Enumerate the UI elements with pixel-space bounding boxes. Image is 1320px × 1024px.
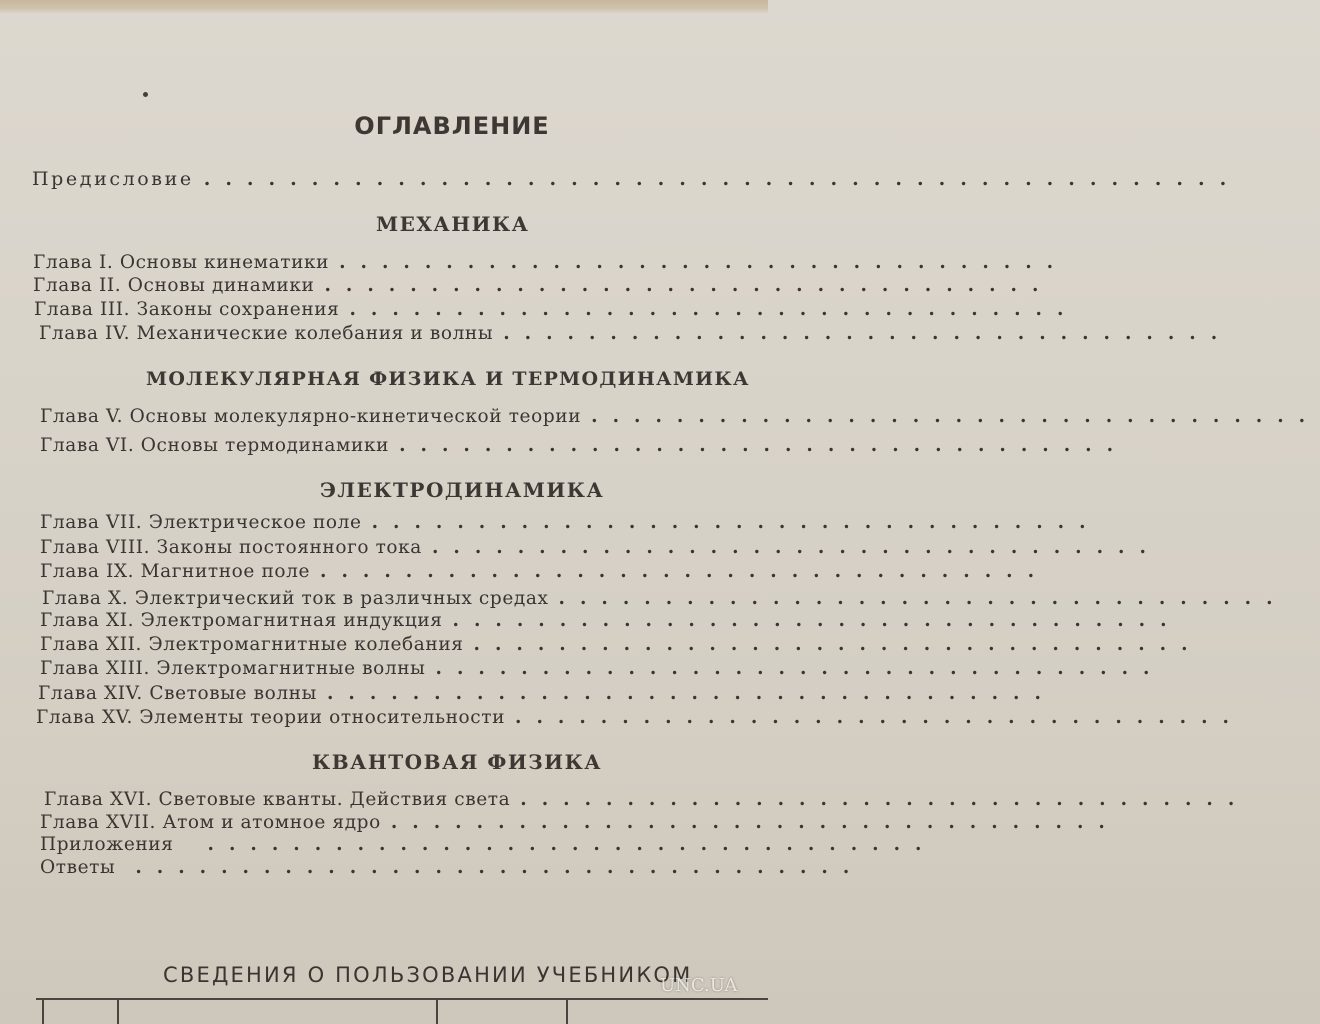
chapter-title: Глава II. Основы динамики xyxy=(33,275,315,296)
dot-leader: .................................. xyxy=(452,610,1182,631)
chapter-title: Глава XIV. Световые волны xyxy=(38,683,317,704)
toc-entry-chapter[interactable] xyxy=(40,406,1320,428)
chapter-title: Глава VI. Основы термодинамики xyxy=(40,435,390,456)
table-column-line xyxy=(566,1000,568,1024)
dot-leader: .................................. xyxy=(320,561,1050,582)
chapter-title: Глава VIII. Законы постоянного тока xyxy=(40,537,422,558)
toc-entry-chapter[interactable] xyxy=(40,561,1050,583)
section-heading-mechanics: МЕХАНИКА xyxy=(376,212,530,236)
dot-leader: .................................. xyxy=(520,789,1250,810)
chapter-title: Глава IX. Магнитное поле xyxy=(40,561,311,582)
table-top-rule xyxy=(36,998,768,1000)
chapter-title: Глава I. Основы кинематики xyxy=(33,252,330,273)
section-heading-molecular: МОЛЕКУЛЯРНАЯ ФИЗИКА И ТЕРМОДИНАМИКА xyxy=(146,368,750,390)
dot-leader: .................................. xyxy=(326,683,1056,704)
dot-leader: .................................. xyxy=(339,252,1069,273)
toc-entry-appendix[interactable] xyxy=(40,834,937,856)
table-column-line xyxy=(42,1000,44,1024)
chapter-title: Глава XV. Элементы теории относительности xyxy=(36,707,506,728)
dot-leader: .................................. xyxy=(390,812,1120,833)
toc-entry-chapter[interactable] xyxy=(36,707,1244,729)
dot-leader: .................................. xyxy=(435,658,1165,679)
table-column-line xyxy=(117,1000,119,1024)
dot-leader: .................................. xyxy=(324,275,1054,296)
usage-info-heading: СВЕДЕНИЯ О ПОЛЬЗОВАНИИ УЧЕБНИКОМ xyxy=(163,963,693,987)
toc-entry-chapter[interactable] xyxy=(38,683,1056,705)
chapter-title: Глава VII. Электрическое поле xyxy=(40,512,362,533)
toc-entry-answers[interactable] xyxy=(40,857,865,879)
dot-leader: .................................. xyxy=(473,634,1203,655)
dot-leader: .................................. xyxy=(591,406,1320,427)
toc-entry-chapter[interactable] xyxy=(42,588,1288,610)
dot-leader: .................................. xyxy=(349,299,1079,320)
toc-entry-chapter[interactable] xyxy=(40,435,1129,457)
toc-entry-chapter[interactable] xyxy=(33,252,1069,274)
answers-label: Ответы xyxy=(40,857,116,878)
chapter-title: Глава XIII. Электромагнитные волны xyxy=(40,658,426,679)
section-heading-electrodynamics: ЭЛЕКТРОДИНАМИКА xyxy=(320,478,605,502)
toc-entry-chapter[interactable] xyxy=(34,299,1079,321)
dot-leader: ................................................ xyxy=(203,168,1242,190)
paper-top-edge xyxy=(0,0,768,14)
toc-entry-chapter[interactable] xyxy=(33,275,1054,297)
dot-leader: .................................. xyxy=(399,435,1129,456)
preface-label: Предисловие xyxy=(32,168,194,190)
toc-entry-preface[interactable] xyxy=(32,168,1242,190)
chapter-title: Глава XVII. Атом и атомное ядро xyxy=(40,812,381,833)
toc-entry-chapter[interactable] xyxy=(40,537,1161,559)
appendix-label: Приложения xyxy=(40,834,174,855)
dot-leader: .................................. xyxy=(558,588,1288,609)
toc-entry-chapter[interactable] xyxy=(40,812,1120,834)
toc-entry-chapter[interactable] xyxy=(40,512,1101,534)
chapter-title: Глава X. Электрический ток в различных средах xyxy=(42,588,549,609)
toc-entry-chapter[interactable] xyxy=(40,634,1203,656)
ink-speck xyxy=(143,92,148,97)
dot-leader: .................................. xyxy=(371,512,1101,533)
chapter-title: Глава IV. Механические колебания и волны xyxy=(39,323,494,344)
watermark-logo: UNC.UA xyxy=(660,975,738,996)
chapter-title: Глава XII. Электромагнитные колебания xyxy=(40,634,464,655)
chapter-title: Глава V. Основы молекулярно-кинетической теории xyxy=(40,406,582,427)
toc-entry-chapter[interactable] xyxy=(40,610,1182,632)
toc-entry-chapter[interactable] xyxy=(39,323,1233,345)
dot-leader: .................................. xyxy=(431,537,1161,558)
dot-leader: .................................. xyxy=(207,834,937,855)
toc-entry-chapter[interactable] xyxy=(40,658,1165,680)
toc-entry-chapter[interactable] xyxy=(44,789,1250,811)
dot-leader: .................................. xyxy=(135,857,865,878)
chapter-title: Глава III. Законы сохранения xyxy=(34,299,340,320)
dot-leader: .................................. xyxy=(515,707,1244,728)
table-column-line xyxy=(436,1000,438,1024)
page-title: ОГЛАВЛЕНИЕ xyxy=(354,112,550,140)
dot-leader: .................................. xyxy=(503,323,1233,344)
chapter-title: Глава XI. Электромагнитная индукция xyxy=(40,610,443,631)
section-heading-quantum: КВАНТОВАЯ ФИЗИКА xyxy=(312,750,603,774)
chapter-title: Глава XVI. Световые кванты. Действия света xyxy=(44,789,511,810)
